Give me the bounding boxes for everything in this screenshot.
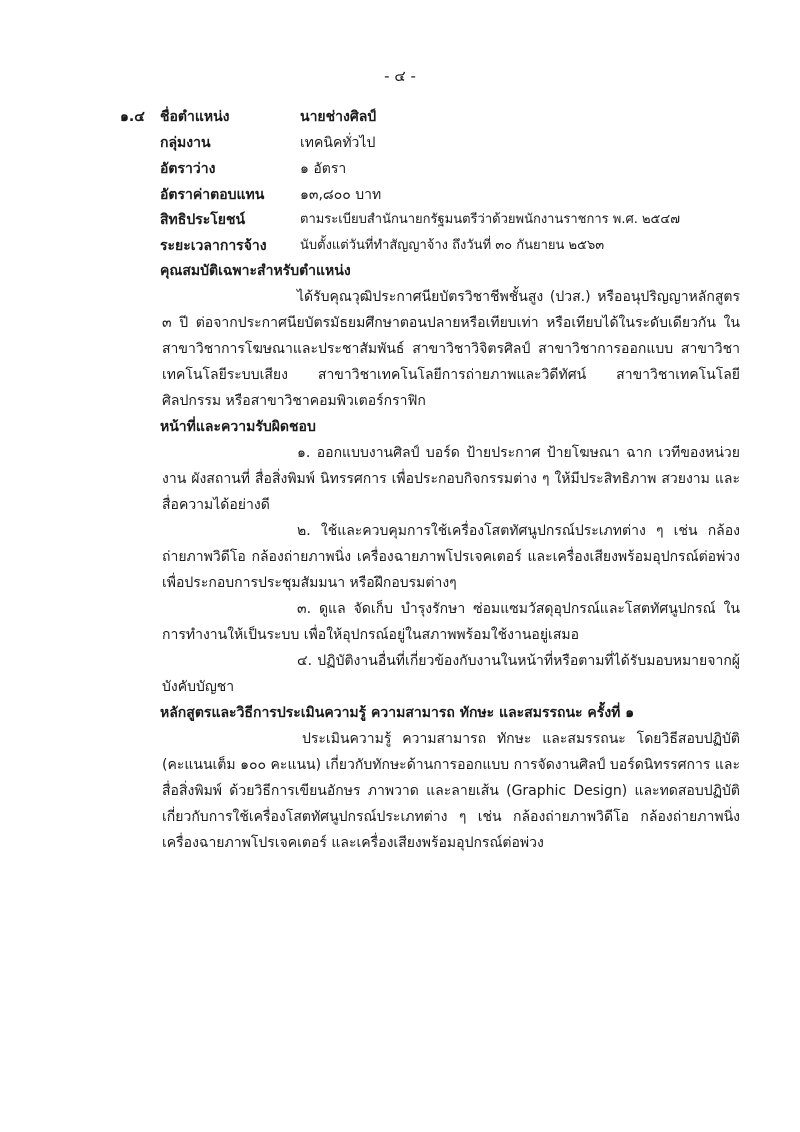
position-label: ชื่อตำแหน่ง [160,109,230,125]
duty-item: ๓. ดูแล จัดเก็บ บำรุงรักษา ซ่อมแซมวัสดุอุปกรณ์และโสตทัศนูปกรณ์ ในการทำงานให้เป็นระบบ เพื่อให้อุปกรณ์อยู่ในสภาพพร้อมใช้งานอยู่เสมอ [162,601,740,643]
duties-heading: หน้าที่และความรับผิดชอบ [160,419,316,435]
position-number: ๑.๔ [120,109,145,125]
detail-label: ระยะเวลาการจ้าง [160,238,267,254]
duty-item-block [162,440,740,518]
duty-item: ๒. ใช้และควบคุมการใช้เครื่องโสตทัศนูปกรณ์ประเภทต่าง ๆ เช่น กล้องถ่ายภาพวิดีโอ กล้องถ่ายภาพนิ่ง เครื่องฉายภาพโปรเจคเตอร์ และเครื่องเสียงพร้อมอุปกรณ์ต่อพ่วง เพื่อประกอบการประชุมสัมมนา หรือฝึกอบรมต่างๆ [162,523,740,591]
assessment-text: ประเมินความรู้ ความสามารถ ทักษะ และสมรรถนะ โดยวิธีสอบปฏิบัติ (คะแนนเต็ม ๑๐๐ คะแนน) เกี่ยวกับทักษะด้านการออกแบบ การจัดงานศิลป์ บอร์ดนิทรรศการ และสื่อสิ่งพิมพ์ ด้วยวิธีการเขียนอักษร ภาพวาด และลายเส้น (Graphic Design) และทดสอบปฏิบัติเกี่ยวกับการใช้เครื่องโสตทัศนูปกรณ์ประเภทต่าง ๆ เช่น กล้องถ่ายภาพวิดีโอ กล้องถ่ายภาพนิ่ง เครื่องฉายภาพโปรเจคเตอร์ และเครื่องเสียงพร้อมอุปกรณ์ต่อพ่วง [162,731,740,851]
assessment-text-block [162,726,740,856]
qualifications-text-block [162,284,740,414]
detail-label: อัตราว่าง [160,161,216,177]
detail-value: ๑ อัตรา [300,161,347,177]
detail-label: กลุ่มงาน [160,135,211,151]
qualifications-text: ได้รับคุณวุฒิประกาศนียบัตรวิชาชีพชั้นสูง (ปวส.) หรืออนุปริญญาหลักสูตร ๓ ปี ต่อจากประกาศนียบัตรมัธยมศึกษาตอนปลายหรือเทียบเท่า หรือเทียบได้ในระดับเดียวกัน ในสาขาวิชาการโฆษณาและประชาสัมพันธ์ สาขาวิชาวิจิตรศิลป์ สาขาวิชาการออกแบบ สาขาวิชาเทคโนโลยีระบบเสียง สาขาวิชาเทคโนโลยีการถ่ายภาพและวิดีทัศน์ สาขาวิชาเทคโนโลยีศิลปกรรม หรือสาขาวิชาคอมพิวเตอร์กราฟิก [162,289,740,409]
detail-value: นับตั้งแต่วันที่ทำสัญญาจ้าง ถึงวันที่ ๓๐ กันยายน ๒๕๖๓ [300,238,605,253]
qualifications-heading: คุณสมบัติเฉพาะสำหรับตำแหน่ง [160,263,351,279]
duty-item-block [162,596,740,648]
detail-value: ตามระเบียบสำนักนายกรัฐมนตรีว่าด้วยพนักงานราชการ พ.ศ. ๒๕๔๗ [300,212,680,227]
duty-item: ๔. ปฏิบัติงานอื่นที่เกี่ยวข้องกับงานในหน้าที่หรือตามที่ได้รับมอบหมายจากผู้บังคับบัญชา [162,653,740,695]
detail-value: เทคนิคทั่วไป [300,135,376,151]
detail-value: ๑๓,๘๐๐ บาท [300,187,382,203]
duty-item-block [162,518,740,596]
assessment-heading: หลักสูตรและวิธีการประเมินความรู้ ความสามารถ ทักษะ และสมรรถนะ ครั้งที่ ๑ [160,705,635,721]
detail-label: สิทธิประโยชน์ [160,212,246,228]
page-number: - ๔ - [384,67,416,85]
position-value: นายช่างศิลป์ [300,109,377,125]
duty-item-block [162,648,740,700]
duty-item: ๑. ออกแบบงานศิลป์ บอร์ด ป้ายประกาศ ป้ายโฆษณา ฉาก เวทีของหน่วยงาน ผังสถานที่ สื่อสิ่งพิมพ์ นิทรรศการ เพื่อประกอบกิจกรรมต่าง ๆ ให้มีประสิทธิภาพ สวยงาม และสื่อความได้อย่างดี [162,445,740,513]
detail-label: อัตราค่าตอบแทน [160,187,265,203]
